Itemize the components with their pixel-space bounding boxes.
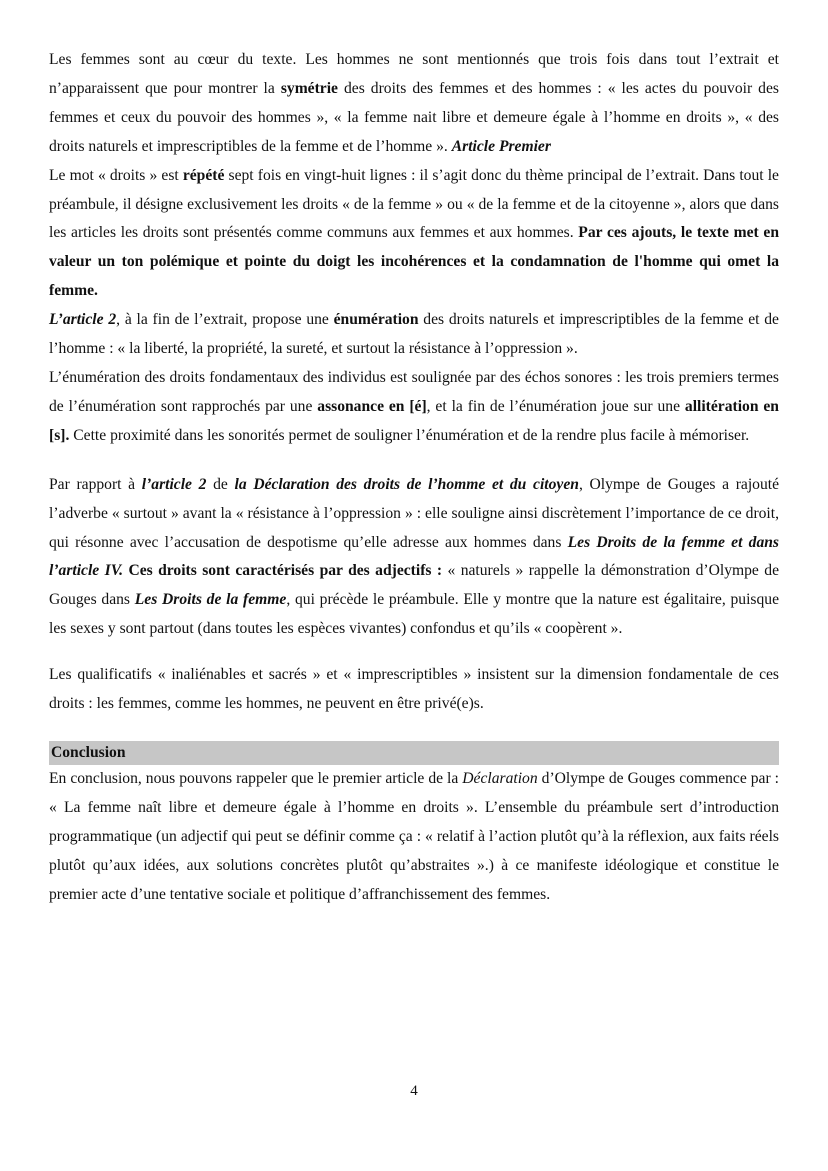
text-run: Cette proximité dans les sonorités permet de souligner l’énumération et de la rendre plus facile à mémoriser. bbox=[69, 426, 750, 444]
text-run: d’Olympe de Gouges commence par : « La femme naît libre et demeure égale à l’homme en droits ». L’ensemble du préambule sert d’introduction programmatique (un adjectif qui peut se définir comme ça : « relatif à l’action plutôt qu’à la réflexion, aux faits réels plutôt qu’aux idées, aux solutions concrètes plutôt qu’abstraites ».) à ce manifeste idéologique et constitue le premier acte d’une tentative sociale et politique d’affranchissement des femmes. bbox=[49, 769, 779, 903]
paragraph-qualificatifs: Les qualificatifs « inaliénables et sacrés » et « imprescriptibles » insistent sur la dimension fondamentale de ces droits : les femmes, comme les hommes, ne peuvent en être privé(e)s. bbox=[49, 666, 779, 713]
reference-droits-de-la-femme: Les Droits de la femme bbox=[134, 591, 287, 609]
paragraph-symmetry bbox=[49, 46, 779, 162]
text-run: En conclusion, nous pouvons rappeler que le premier article de la bbox=[49, 769, 463, 787]
text-run: Le mot « droits » est bbox=[49, 166, 183, 184]
text-run: , Olympe de Gouges a rajouté l’adverbe « surtout » avant la « résistance à l’oppression » : elle souligne ainsi discrètement l’importance de ce droit, qui résonne avec l’accusation de despotisme qu’elle adresse aux hommes dans bbox=[49, 475, 779, 551]
reference-article-2: L’article 2 bbox=[49, 311, 117, 329]
bold-sentence-adjectifs: Ces droits sont caractérisés par des adjectifs : bbox=[128, 562, 443, 580]
bold-term-assonance: assonance en [é] bbox=[317, 397, 427, 415]
paragraph-article-2 bbox=[49, 306, 779, 364]
paragraph-echos-sonores bbox=[49, 364, 779, 451]
reference-article-2: l’article 2 bbox=[141, 475, 207, 493]
text-run: , à la fin de l’extrait, propose une bbox=[116, 311, 334, 329]
reference-article-premier: Article Premier bbox=[451, 137, 551, 155]
paragraph-conclusion bbox=[49, 765, 779, 910]
text-run: Par rapport à bbox=[49, 475, 142, 493]
bold-sentence-polemique: Par ces ajouts, le texte met en valeur un ton polémique et pointe du doigt les incohérences et la condamnation de l'homme qui omet la femme. bbox=[49, 224, 779, 300]
text-run: L’énumération des droits fondamentaux des individus est soulignée par des échos sonores : les trois premiers termes de l’énumération sont rapprochés par une bbox=[49, 368, 779, 415]
text-run: « naturels » rappelle la démonstration d’Olympe de Gouges dans bbox=[49, 562, 779, 609]
section-heading-conclusion: Conclusion bbox=[49, 741, 779, 765]
bold-term-repete: répété bbox=[182, 166, 225, 184]
text-run: , et la fin de l’énumération joue sur une bbox=[426, 397, 685, 415]
page-number: 4 bbox=[410, 1083, 418, 1099]
bold-term-symetrie: symétrie bbox=[280, 79, 338, 97]
text-run: sept fois en vingt-huit lignes : il s’agit donc du thème principal de l’extrait. Dans tout le préambule, il désigne exclusivement les droits « de la femme » ou « de la femme et de la citoyenne », alors que dans les articles les droits sont présentés comme communs aux femmes et aux hommes. bbox=[49, 166, 779, 242]
text-run: des droits des femmes et des hommes : « les actes du pouvoir des femmes et ceux du pouvoir des hommes », « la femme nait libre et demeure égale à l’homme en droits », « des droits naturels et imprescriptibles de la femme et de l’homme ». bbox=[49, 79, 779, 155]
reference-droits-de-la-femme: Les Droits de la femme et dans l’article IV. bbox=[49, 533, 779, 580]
paragraph-par-rapport bbox=[49, 471, 779, 644]
text-run: de bbox=[206, 475, 235, 493]
bold-term-enumeration: énumération bbox=[333, 311, 419, 329]
text-run: des droits naturels et imprescriptibles de la femme et de l’homme : « la liberté, la propriété, la sureté, et surtout la résistance à l’oppression ». bbox=[49, 311, 779, 358]
reference-declaration: Déclaration bbox=[462, 769, 538, 787]
paragraph-droits bbox=[49, 162, 779, 307]
bold-term-alliteration: allitération en [s]. bbox=[49, 397, 779, 444]
text-run: , qui précède le préambule. Elle y montre que la nature est égalitaire, puisque les sexes y sont partout (dans toutes les espèces vivantes) confondus et qu’ils « coopèrent ». bbox=[49, 591, 779, 638]
document-body bbox=[49, 46, 779, 909]
reference-declaration-title: la Déclaration des droits de l’homme et du citoyen bbox=[234, 475, 579, 493]
text-run: Les femmes sont au cœur du texte. Les hommes ne sont mentionnés que trois fois dans tout l’extrait et n’apparaissent que pour montrer la bbox=[49, 51, 779, 97]
